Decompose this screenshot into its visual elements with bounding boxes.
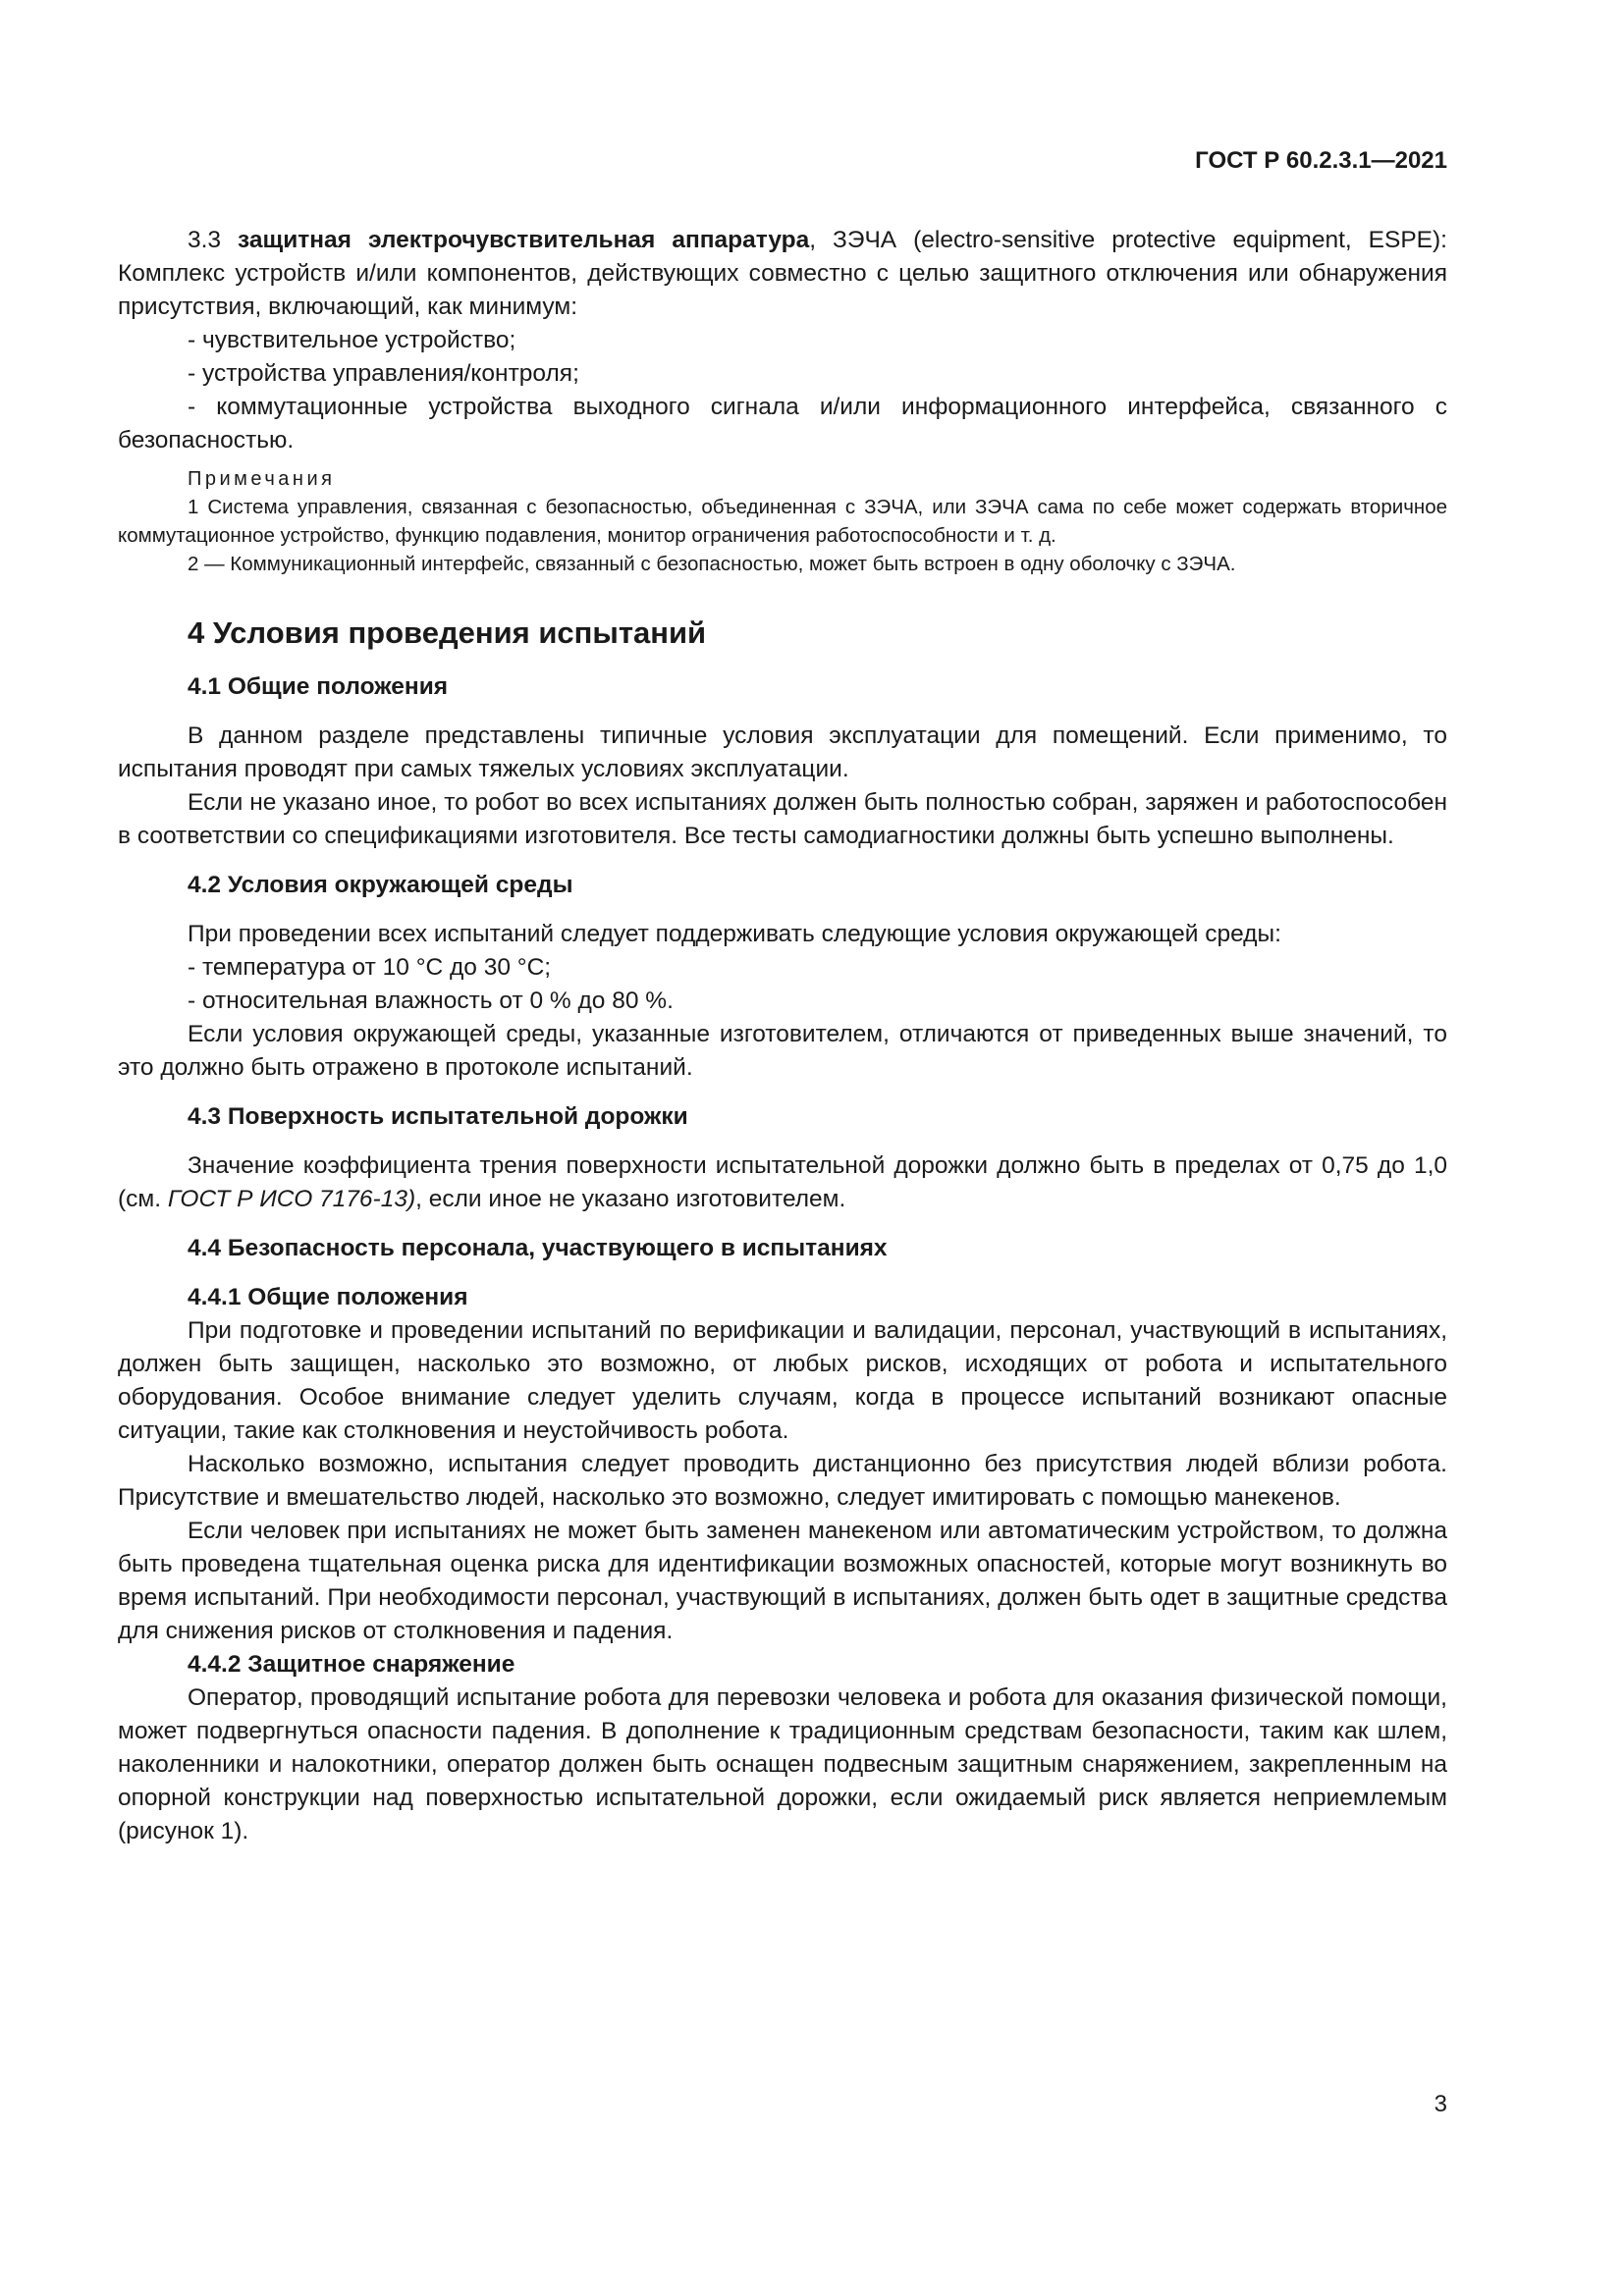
paragraph: Если человек при испытаниях не может быть заменен манекеном или автоматическим устройством, то должна быть проведена тщательная оценка риска для идентификации возможных опасностей, которые могут возникнуть во время испытаний. При необходимости персонал, участвующий в испытаниях, должен быть одет в защитные средства для снижения рисков от столкновения и падения.	[118, 1518, 1447, 1644]
defined-term: защитная электрочувствительная аппаратура	[238, 227, 810, 253]
note-1: 1 Система управления, связанная с безопасностью, объединенная с ЗЭЧА, или ЗЭЧА сама по себе может содержать вторичное коммутационное устройство, функцию подавления, монитор ограничения работоспособности и т. д.	[118, 496, 1447, 547]
paragraph-text: Значение коэффициента трения поверхности испытательной дорожки должно быть в пределах от 0,75 до 1,0 (см.	[118, 1152, 1447, 1212]
section-4-4-2-heading: 4.4.2 Защитное снаряжение	[188, 1651, 515, 1678]
notes-title: Примечания	[188, 468, 336, 490]
page-number: 3	[1434, 2091, 1447, 2117]
section-4-4-heading: 4.4 Безопасность персонала, участвующего в испытаниях	[188, 1235, 888, 1261]
paragraph: В данном разделе представлены типичные условия эксплуатации для помещений. Если применимо, то испытания проводят при самых тяжелых условиях эксплуатации.	[118, 722, 1447, 782]
section-4-4-1-heading: 4.4.1 Общие положения	[188, 1284, 468, 1310]
paragraph: Насколько возможно, испытания следует проводить дистанционно без присутствия людей вблизи робота. Присутствие и вмешательство людей, насколько это возможно, следует имитировать с помощью манекенов.	[118, 1451, 1447, 1511]
paragraph: При проведении всех испытаний следует поддерживать следующие условия окружающей среды:	[188, 921, 1281, 947]
section-4-3-heading: 4.3 Поверхность испытательной дорожки	[188, 1103, 688, 1130]
section-4-2-heading: 4.2 Условия окружающей среды	[188, 872, 573, 898]
paragraph	[118, 1149, 1447, 1216]
document-body	[118, 224, 1447, 1848]
definition-3-3	[118, 224, 1447, 324]
clause-number: 3.3	[188, 227, 222, 253]
paragraph: Если условия окружающей среды, указанные изготовителем, отличаются от приведенных выше значений, то это должно быть отражено в протоколе испытаний.	[118, 1021, 1447, 1081]
paragraph: При подготовке и проведении испытаний по верификации и валидации, персонал, участвующий в испытаниях, должен быть защищен, насколько это возможно, от любых рисков, исходящих от робота и испытательного оборудования. Особое внимание следует уделить случаям, когда в процессе испытаний возникают опасные ситуации, такие как столкновения и неустойчивость робота.	[118, 1317, 1447, 1444]
list-item: - коммутационные устройства выходного сигнала и/или информационного интерфейса, связанного с безопасностью.	[118, 394, 1447, 454]
list-item: - чувствительное устройство;	[188, 327, 516, 353]
list-item: - относительная влажность от 0 % до 80 %.	[188, 988, 674, 1014]
note-2: 2 — Коммуникационный интерфейс, связанный с безопасностью, может быть встроен в одну оболочку с ЗЭЧА.	[188, 553, 1236, 575]
paragraph: Если не указано иное, то робот во всех испытаниях должен быть полностью собран, заряжен и работоспособен в соответствии со спецификациями изготовителя. Все тесты самодиагностики должны быть успешно выполнены.	[118, 789, 1447, 849]
section-4-heading: 4 Условия проведения испытаний	[188, 615, 707, 650]
section-4-1-heading: 4.1 Общие положения	[188, 673, 449, 700]
list-item: - температура от 10 °С до 30 °С;	[188, 954, 552, 981]
document-code: ГОСТ Р 60.2.3.1—2021	[1195, 147, 1447, 174]
standard-reference: ГОСТ Р ИСО 7176-13)	[167, 1186, 416, 1212]
paragraph: Оператор, проводящий испытание робота для перевозки человека и робота для оказания физической помощи, может подвергнуться опасности падения. В дополнение к традиционным средствам безопасности, таким как шлем, наколенники и налокотники, оператор должен быть оснащен подвесным защитным снаряжением, закрепленным на опорной конструкции над поверхностью испытательной дорожки, если ожидаемый риск является неприемлемым (рисунок 1).	[118, 1684, 1447, 1844]
paragraph-text: , если иное не указано изготовителем.	[415, 1186, 846, 1212]
list-item: - устройства управления/контроля;	[188, 360, 579, 387]
definition-text: , ЗЭЧА (electro-sensitive protective equipment, ESPE): Комплекс устройств и/или компонентов, действующих совместно с целью защитного отключения или обнаружения присутствия, включающий, как минимум:	[118, 227, 1447, 320]
